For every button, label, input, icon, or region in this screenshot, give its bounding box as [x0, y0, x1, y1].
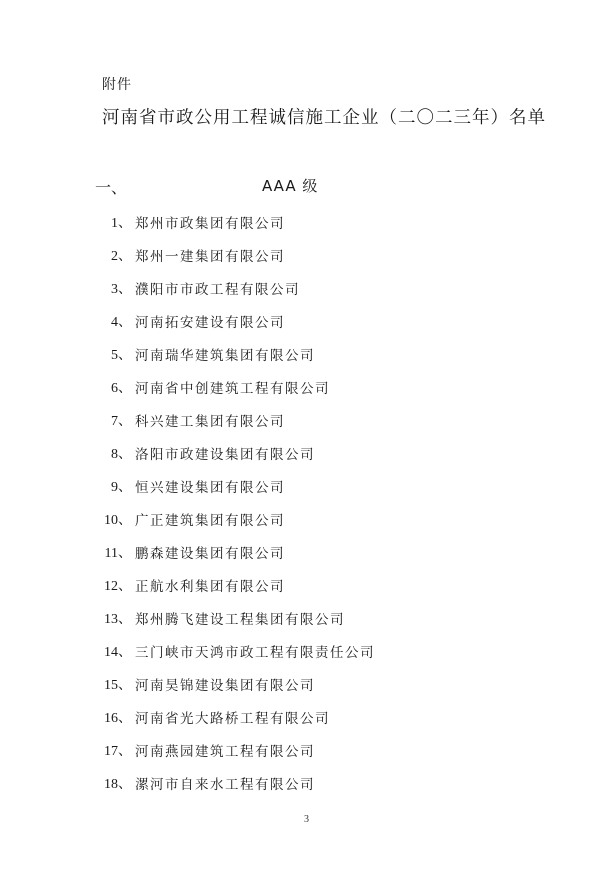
list-item: [0, 337, 613, 370]
company-name: 河南燕园建筑工程有限公司: [135, 743, 315, 760]
list-item-number: 13、: [104, 611, 132, 627]
company-name: 郑州市政集团有限公司: [135, 215, 285, 232]
list-item: [0, 304, 613, 337]
document-title: 河南省市政公用工程诚信施工企业（二〇二三年）名单: [102, 108, 546, 128]
list-item-number: 16、: [104, 710, 132, 726]
list-item-number: 14、: [104, 644, 132, 660]
company-name: 漯河市自来水工程有限公司: [135, 776, 315, 793]
list-item-number: 7、: [111, 413, 132, 429]
list-item-number: 10、: [104, 512, 132, 528]
list-item-number: 9、: [111, 479, 132, 495]
attachment-label: 附件: [102, 77, 132, 93]
list-item: [0, 502, 613, 535]
company-list: [0, 205, 613, 799]
list-item: [0, 370, 613, 403]
list-item: [0, 403, 613, 436]
list-item: [0, 700, 613, 733]
company-name: 郑州腾飞建设工程集团有限公司: [135, 611, 345, 628]
company-name: 科兴建工集团有限公司: [135, 413, 285, 430]
list-item: [0, 238, 613, 271]
list-item-number: 4、: [111, 314, 132, 330]
company-name: 洛阳市政建设集团有限公司: [135, 446, 315, 463]
list-item: [0, 568, 613, 601]
list-item-number: 1、: [111, 215, 132, 231]
section-heading: AAA 级: [262, 177, 319, 195]
company-name: 广正建筑集团有限公司: [135, 512, 285, 529]
company-name: 濮阳市市政工程有限公司: [135, 281, 300, 298]
company-name: 河南拓安建设有限公司: [135, 314, 285, 331]
company-name: 正航水利集团有限公司: [135, 578, 285, 595]
list-item-number: 17、: [104, 743, 132, 759]
list-item: [0, 469, 613, 502]
list-item-number: 6、: [111, 380, 132, 396]
page-number: 3: [304, 814, 309, 825]
company-name: 郑州一建集团有限公司: [135, 248, 285, 265]
section-number: 一、: [95, 178, 128, 197]
list-item: [0, 601, 613, 634]
company-name: 河南昊锦建设集团有限公司: [135, 677, 315, 694]
list-item-number: 18、: [104, 776, 132, 792]
list-item: [0, 535, 613, 568]
company-name: 三门峡市天鸿市政工程有限责任公司: [135, 644, 375, 661]
list-item-number: 3、: [111, 281, 132, 297]
list-item-number: 15、: [104, 677, 132, 693]
company-name: 河南省光大路桥工程有限公司: [135, 710, 330, 727]
list-item: [0, 436, 613, 469]
company-name: 鹏森建设集团有限公司: [135, 545, 285, 562]
list-item: [0, 271, 613, 304]
list-item: [0, 205, 613, 238]
company-name: 恒兴建设集团有限公司: [135, 479, 285, 496]
list-item-number: 8、: [111, 446, 132, 462]
list-item-number: 11、: [104, 545, 132, 561]
list-item: [0, 766, 613, 799]
list-item: [0, 667, 613, 700]
company-name: 河南省中创建筑工程有限公司: [135, 380, 330, 397]
list-item-number: 2、: [111, 248, 132, 264]
list-item-number: 5、: [111, 347, 132, 363]
list-item-number: 12、: [104, 578, 132, 594]
company-name: 河南瑞华建筑集团有限公司: [135, 347, 315, 364]
list-item: [0, 634, 613, 667]
list-item: [0, 733, 613, 766]
